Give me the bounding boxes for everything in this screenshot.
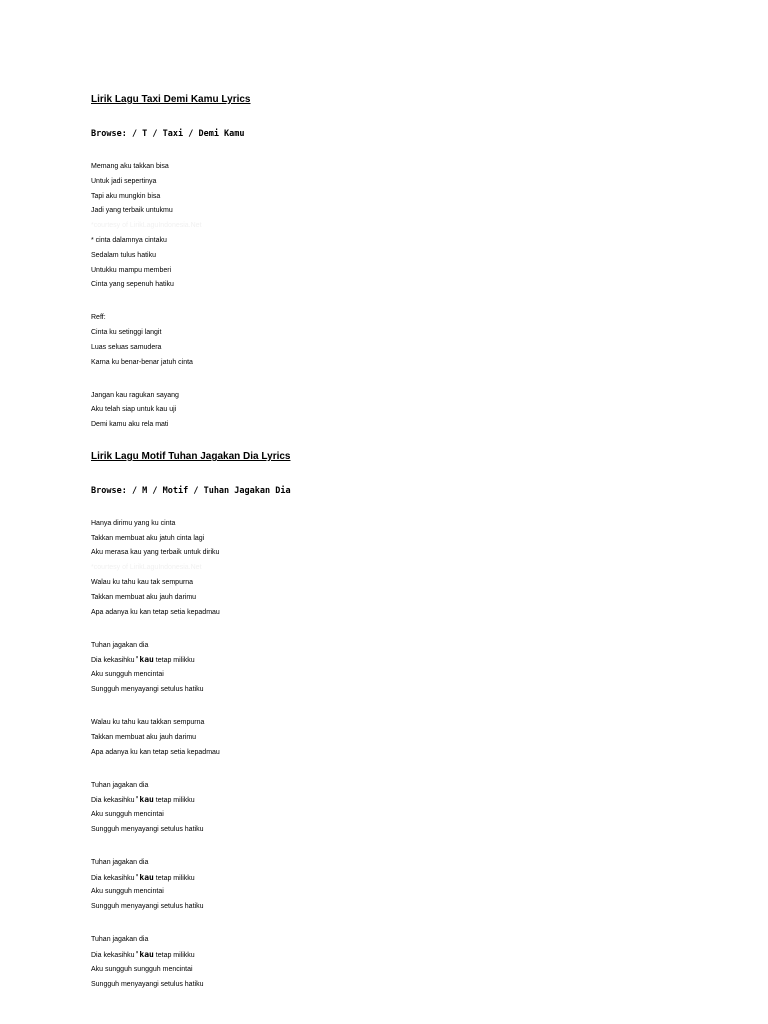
lyric-line: Sungguh menyayangi setulus hatiku: [91, 981, 204, 988]
lyric-line-special: Dia kekasihku'kau tetap milikku: [91, 795, 195, 804]
lyric-line: Sungguh menyayangi setulus hatiku: [91, 903, 204, 910]
lyric-line-special: Dia kekasihku'kau tetap milikku: [91, 873, 195, 882]
lyric-line: Karna ku benar-benar jatuh cinta: [91, 359, 193, 366]
lyric-line: Aku merasa kau yang terbaik untuk diriku: [91, 549, 220, 556]
lyric-line: Aku sungguh mencintai: [91, 671, 164, 678]
lyric-line: Takkan membuat aku jatuh cinta lagi: [91, 535, 205, 542]
browse-breadcrumb: Browse: / M / Motif / Tuhan Jagakan Dia: [91, 486, 291, 496]
lyric-line: * cinta dalamnya cintaku: [91, 237, 167, 244]
lyric-line: Walau ku tahu kau tak sempurna: [91, 579, 194, 586]
browse-breadcrumb: Browse: / T / Taxi / Demi Kamu: [91, 129, 245, 139]
lyric-line: Untuk jadi sepertinya: [91, 178, 157, 185]
song-title: Lirik Lagu Motif Tuhan Jagakan Dia Lyrics: [91, 451, 291, 462]
lyric-line: Takkan membuat aku jauh darimu: [91, 734, 197, 741]
lyric-line: Hanya dirimu yang ku cinta: [91, 520, 176, 527]
lyric-line: Aku sungguh mencintai: [91, 811, 164, 818]
lyric-line: Aku sungguh sungguh mencintai: [91, 966, 193, 973]
courtesy-watermark: *courtesy of LirikLaguIndonesia.Net: [91, 222, 202, 229]
lyric-line: Aku sungguh mencintai: [91, 888, 164, 895]
lyric-line-special: Dia kekasihku'kau tetap milikku: [91, 655, 195, 664]
lyric-line: Jadi yang terbaik untukmu: [91, 207, 173, 214]
lyric-line: Tapi aku mungkin bisa: [91, 193, 161, 200]
lyric-line: Demi kamu aku rela mati: [91, 421, 169, 428]
lyric-line: Tuhan jagakan dia: [91, 859, 149, 866]
lyric-line: Tuhan jagakan dia: [91, 782, 149, 789]
lyric-line: Takkan membuat aku jauh darimu: [91, 594, 197, 601]
lyric-line: Aku telah siap untuk kau uji: [91, 406, 177, 413]
lyric-line: Sungguh menyayangi setulus hatiku: [91, 826, 204, 833]
lyric-line: Luas seluas samudera: [91, 344, 162, 351]
lyric-line: Sedalam tulus hatiku: [91, 252, 156, 259]
lyric-line: Jangan kau ragukan sayang: [91, 392, 179, 399]
lyric-line: Apa adanya ku kan tetap setia kepadmau: [91, 749, 220, 756]
lyric-line: Walau ku tahu kau takkan sempurna: [91, 719, 205, 726]
lyric-line: Cinta yang sepenuh hatiku: [91, 281, 174, 288]
lyric-line: Tuhan jagakan dia: [91, 936, 149, 943]
lyric-line: Apa adanya ku kan tetap setia kepadmau: [91, 609, 220, 616]
lyric-line: Tuhan jagakan dia: [91, 642, 149, 649]
lyric-line-special: Dia kekasihku'kau tetap milikku: [91, 950, 195, 959]
courtesy-watermark: *courtesy of LirikLaguIndonesia.Net: [91, 564, 202, 571]
lyric-line: Reff:: [91, 314, 106, 321]
lyric-line: Memang aku takkan bisa: [91, 163, 169, 170]
lyric-line: Untukku mampu memberi: [91, 267, 172, 274]
lyric-line: Cinta ku setinggi langit: [91, 329, 162, 336]
song-title: Lirik Lagu Taxi Demi Kamu Lyrics: [91, 94, 251, 105]
lyric-line: Sungguh menyayangi setulus hatiku: [91, 686, 204, 693]
